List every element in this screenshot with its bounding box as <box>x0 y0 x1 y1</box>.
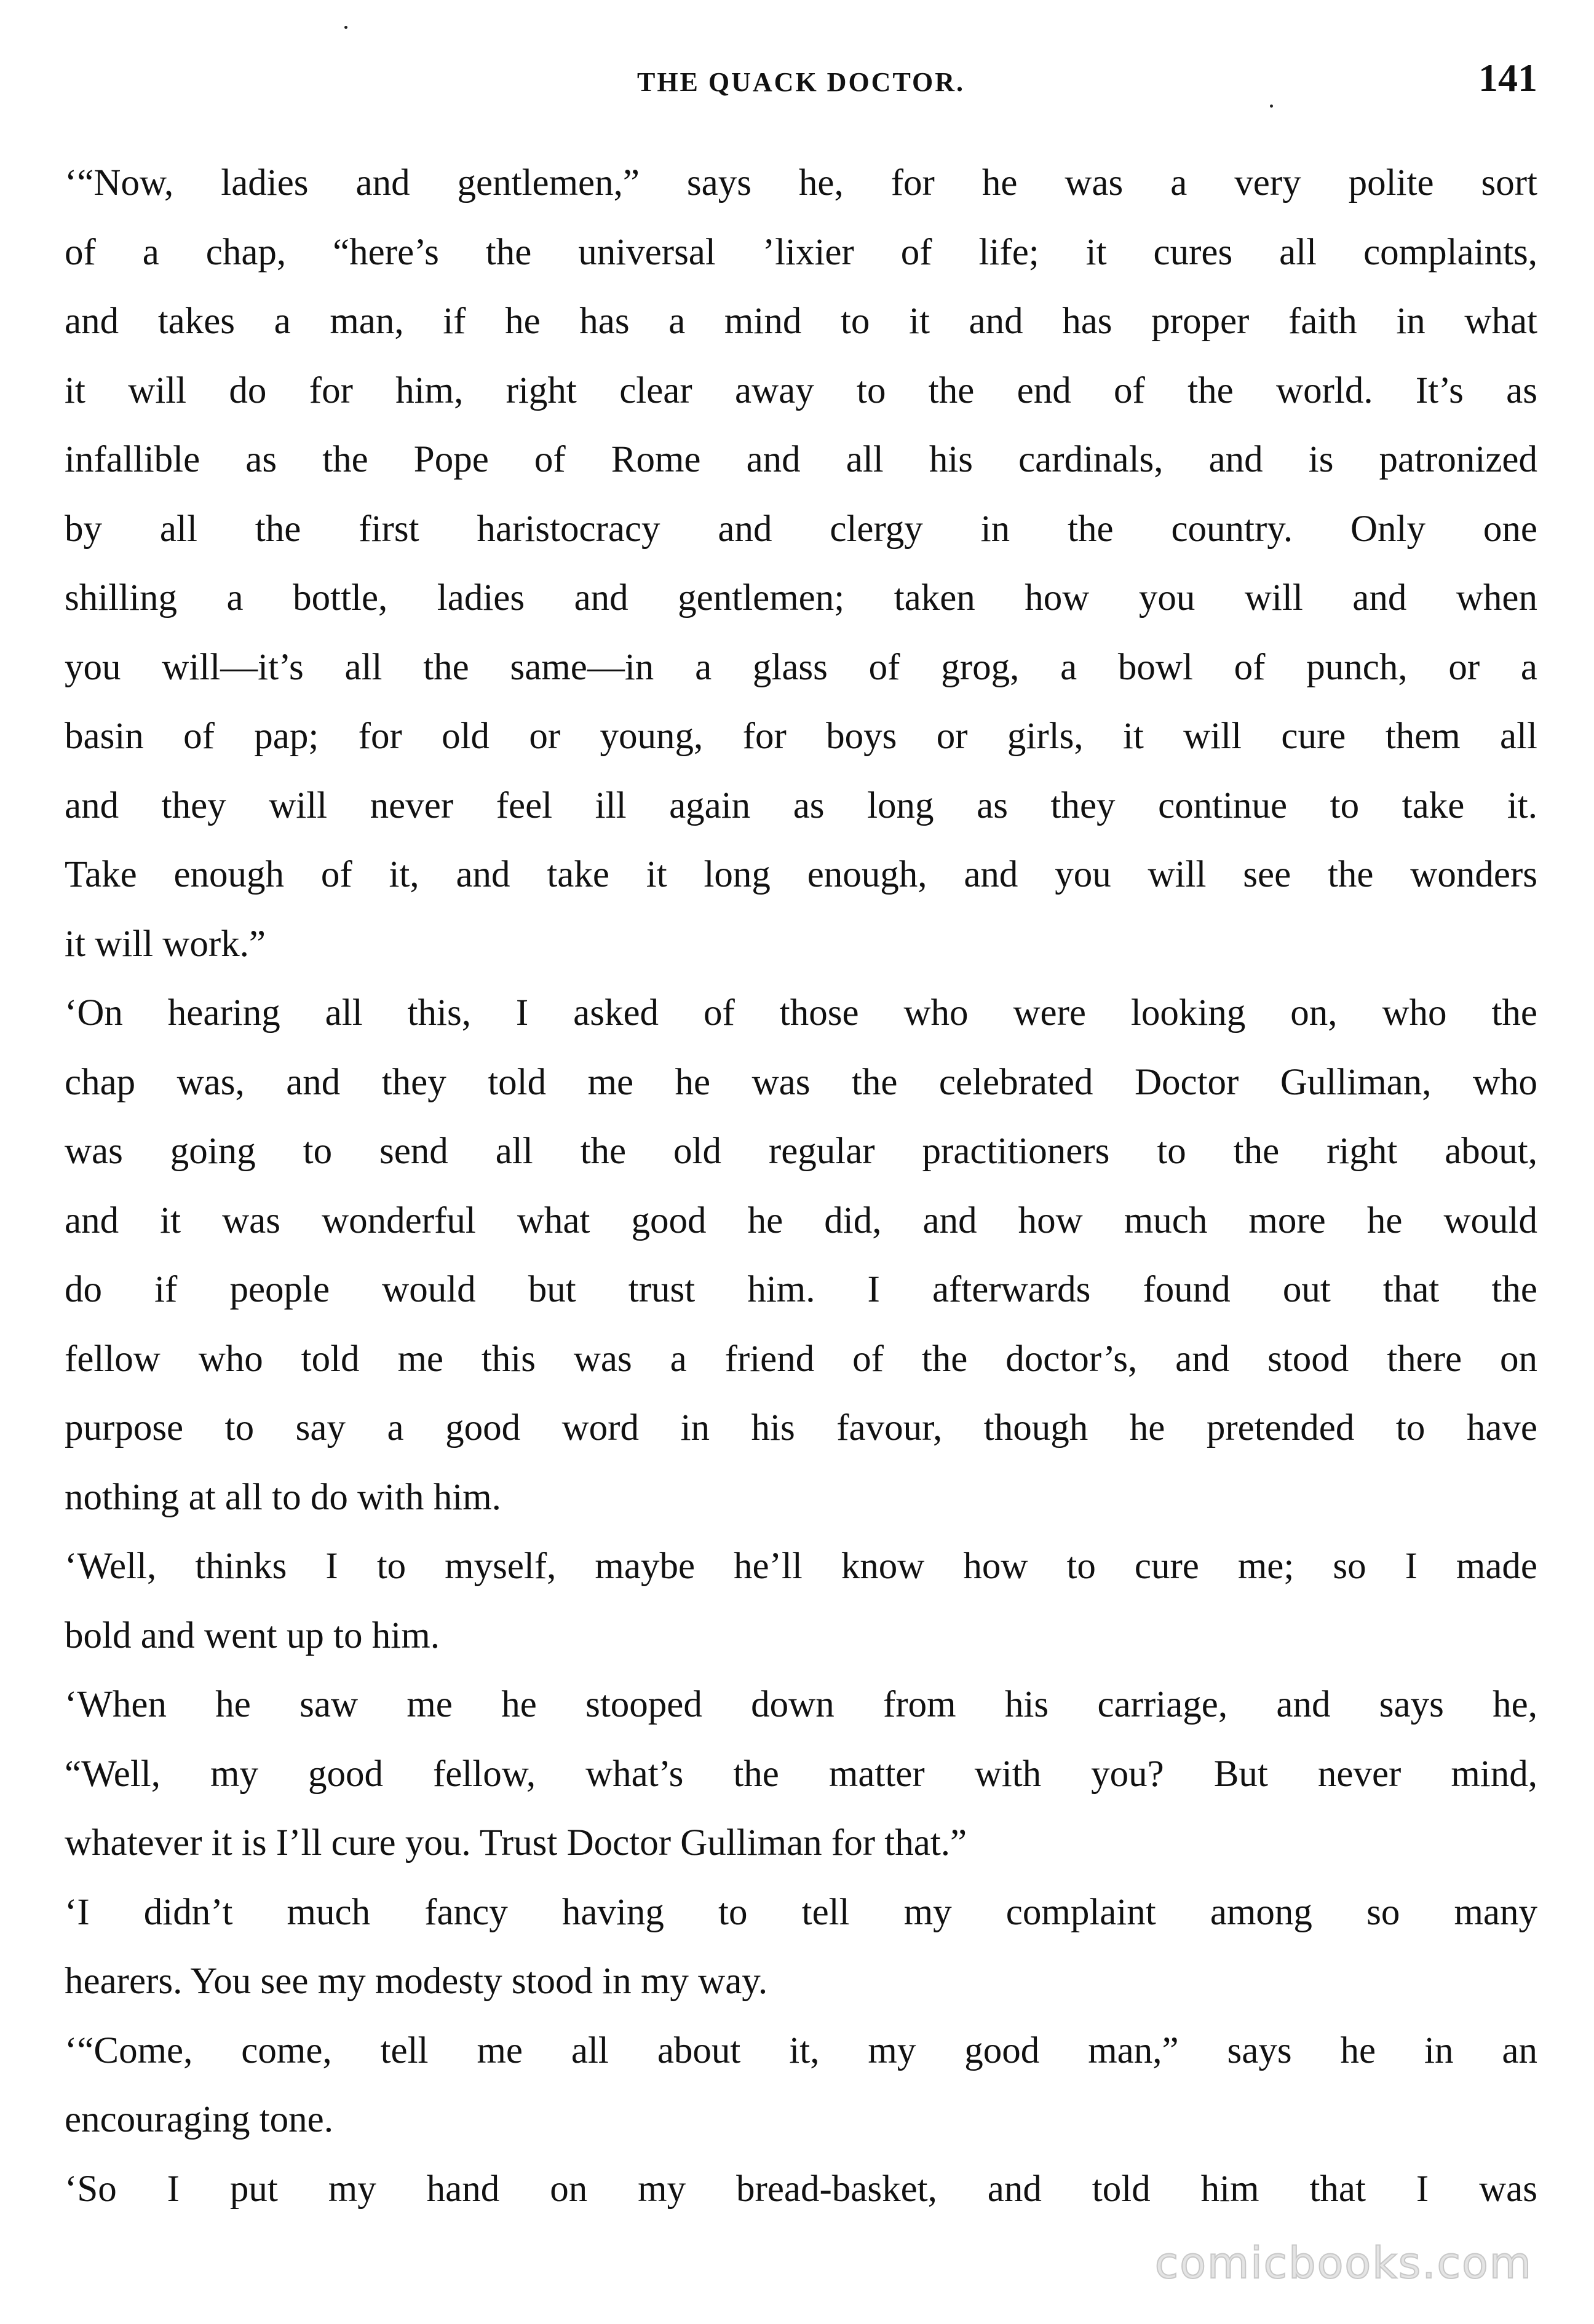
text-line: fellow who told me this was a friend of the doctor’s, and stood there on <box>65 1338 1537 1380</box>
ink-speck <box>1270 105 1273 108</box>
text-line: Take enough of it, and take it long enough, and you will see the wonders <box>65 854 1537 895</box>
text-line: purpose to say a good word in his favour, though he pretended to have <box>65 1407 1537 1449</box>
text-line: chap was, and they told me he was the celebrated Doctor Gulliman, who <box>65 1061 1537 1103</box>
paragraph <box>65 2017 1537 2155</box>
page-header <box>65 55 1537 111</box>
text-line: ‘I didn’t much fancy having to tell my complaint among so many <box>65 1891 1537 1933</box>
running-title: THE QUACK DOCTOR. <box>636 67 966 97</box>
text-line: do if people would but trust him. I afterwards found out that the <box>65 1269 1537 1310</box>
text-line: encouraging tone. <box>65 2099 334 2140</box>
text-line: by all the first haristocracy and clergy in the country. Only one <box>65 508 1537 550</box>
text-line: and takes a man, if he has a mind to it and has proper faith in what <box>65 301 1537 342</box>
paragraph <box>65 1670 1537 1878</box>
text-line: hearers. You see my modesty stood in my way. <box>65 1961 768 2002</box>
watermark: comicbooks.com <box>1154 2238 1533 2288</box>
text-line: you will—it’s all the same—in a glass of grog, a bowl of punch, or a <box>65 646 1537 688</box>
paragraph <box>65 2155 1537 2224</box>
text-line: bold and went up to him. <box>65 1615 440 1656</box>
paragraph <box>65 149 1537 979</box>
page-number: 141 <box>1478 56 1537 100</box>
ink-speck <box>344 26 347 29</box>
text-line: ‘When he saw me he stooped down from his carriage, and says he, <box>65 1684 1537 1725</box>
text-line: ‘So I put my hand on my bread-basket, and told him that I was <box>65 2168 1537 2210</box>
text-line: “Well, my good fellow, what’s the matter with you? But never mind, <box>65 1753 1537 1795</box>
text-line: it will work.” <box>65 923 266 965</box>
text-line: basin of pap; for old or young, for boys or girls, it will cure them all <box>65 716 1537 757</box>
body-text <box>65 149 1537 2224</box>
text-line: of a chap, “here’s the universal ’lixier of life; it cures all complaints, <box>65 231 1537 273</box>
text-line: shilling a bottle, ladies and gentlemen; taken how you will and when <box>65 577 1537 619</box>
text-line: ‘On hearing all this, I asked of those who were looking on, who the <box>65 992 1537 1034</box>
text-line: infallible as the Pope of Rome and all his cardinals, and is patronized <box>65 439 1537 480</box>
text-line: and they will never feel ill again as long as they continue to take it. <box>65 785 1537 826</box>
paragraph <box>65 979 1537 1532</box>
text-line: whatever it is I’ll cure you. Trust Doctor Gulliman for that.” <box>65 1822 967 1864</box>
text-line: was going to send all the old regular practitioners to the right about, <box>65 1131 1537 1172</box>
text-line: nothing at all to do with him. <box>65 1476 501 1518</box>
text-line: and it was wonderful what good he did, and how much more he would <box>65 1200 1537 1241</box>
paragraph <box>65 1532 1537 1670</box>
text-line: ‘Well, thinks I to myself, maybe he’ll know how to cure me; so I made <box>65 1546 1537 1587</box>
text-line: ‘“Come, come, tell me all about it, my good man,” says he in an <box>65 2030 1537 2071</box>
text-line: it will do for him, right clear away to the end of the world. It’s as <box>65 370 1537 411</box>
paragraph <box>65 1878 1537 2017</box>
text-line: ‘“Now, ladies and gentlemen,” says he, for he was a very polite sort <box>65 162 1537 204</box>
